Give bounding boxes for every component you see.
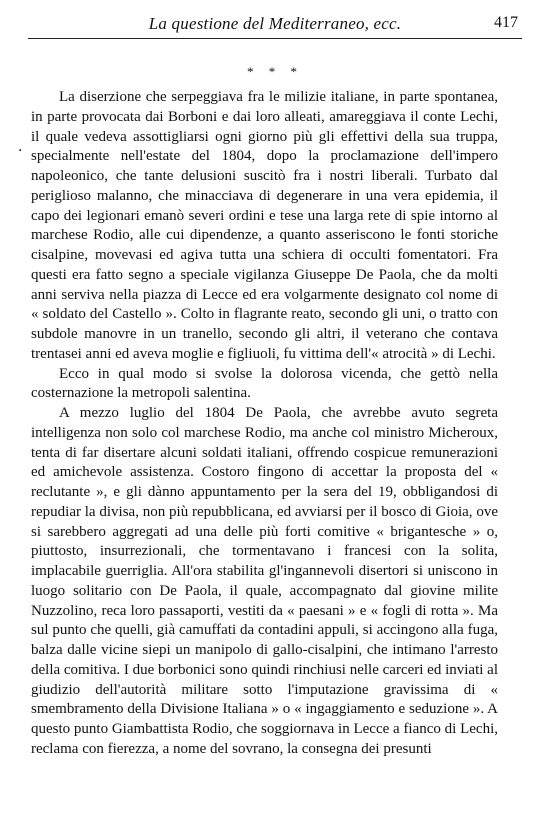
- body-text: [31, 88, 498, 760]
- paragraph-1: La diserzione che serpeggiava fra le milizie italiane, in parte spontanea, in parte provocata dai Borboni e dai loro alleati, amareggiava il conte Lechi, il quale vedeva assottigliarsi ogni giorno più gli effettivi della sua truppa, specialmente nell'estate del 1804, dopo la proclamazione dell'impero napoleonico, che tante delusioni suscitò fra i nostri liberali. Turbato dal periglioso malanno, che minacciava di degenerare in una vera epidemia, il capo dei legionari emanò severi ordini e tese una larga rete di spie intorno al marchese Rodio, alle cui dipendenze, a quanto asseriscono le fonti storiche cisalpine, movevasi ed agiva tutta una schiera di occulti fomentatori. Fra questi era fatto segno a speciale vigilanza Giuseppe De Paola, che da molti anni serviva nella piazza di Lecce ed era volgarmente designato col nome di « soldato del Castello ». Colto in flagrante reato, secondo gli uni, o tratto con subdole manovre in un tranello, secondo gli altri, il veterano che contava trentasei anni ed aveva moglie e figliuoli, fu vittima dell'« atrocità » di Lechi.: [31, 89, 498, 362]
- section-break: * * *: [247, 64, 303, 79]
- paragraph-2: Ecco in qual modo si svolse la dolorosa vicenda, che gettò nella costernazione la metropoli salentina.: [31, 365, 498, 402]
- page-number: 417: [494, 14, 518, 31]
- paragraph-3: A mezzo luglio del 1804 De Paola, che avrebbe avuto segreta intelligenza non solo col marchese Rodio, ma anche col ministro Micheroux, tenta di far disertare alcuni soldati italiani, offrendo cospicue remunerazioni ed amichevole assistenza. Costoro fingono di accettar la proposta del « reclutante », e gli dànno appuntamento per la sera del 19, obbligandosi di repudiar la divisa, non più repubblicana, ed avviarsi per il bosco di Gioia, ove si sarebbero aggregati ad una delle più forti comitive « brigantesche » o, piuttosto, insurrezionali, che tormentavano i francesi con la solita, implacabile guerriglia. All'ora stabilita gl'ingannevoli disertori si uniscono in luogo solitario con De Paola, il quale, accompagnato dal giovine milite Nuzzolino, reca loro passaporti, vestiti da « paesani » e « fogli di rotta ». Ma sul punto che quelli, già camuffati da contadini appuli, si accingono alla fuga, balza dalle vicine siepi un manipolo di gallo-cisalpini, che intimano l'arresto della comitiva. I due borbonici sono quindi rinchiusi nelle carceri ed inviati al giudizio dell'autorità militare sotto l'imputazione gravissima di « smembramento della Divisione Italiana » o « ingaggiamento e seduzione ». A questo punto Giambattista Rodio, che soggiornava in Lecce a fianco di Lechi, reclama con fierezza, a nome del sovrano, la consegna dei presunti: [31, 405, 498, 757]
- page-header: [28, 10, 522, 39]
- running-title: La questione del Mediterraneo, ecc.: [148, 14, 402, 33]
- margin-mark: .: [18, 139, 23, 155]
